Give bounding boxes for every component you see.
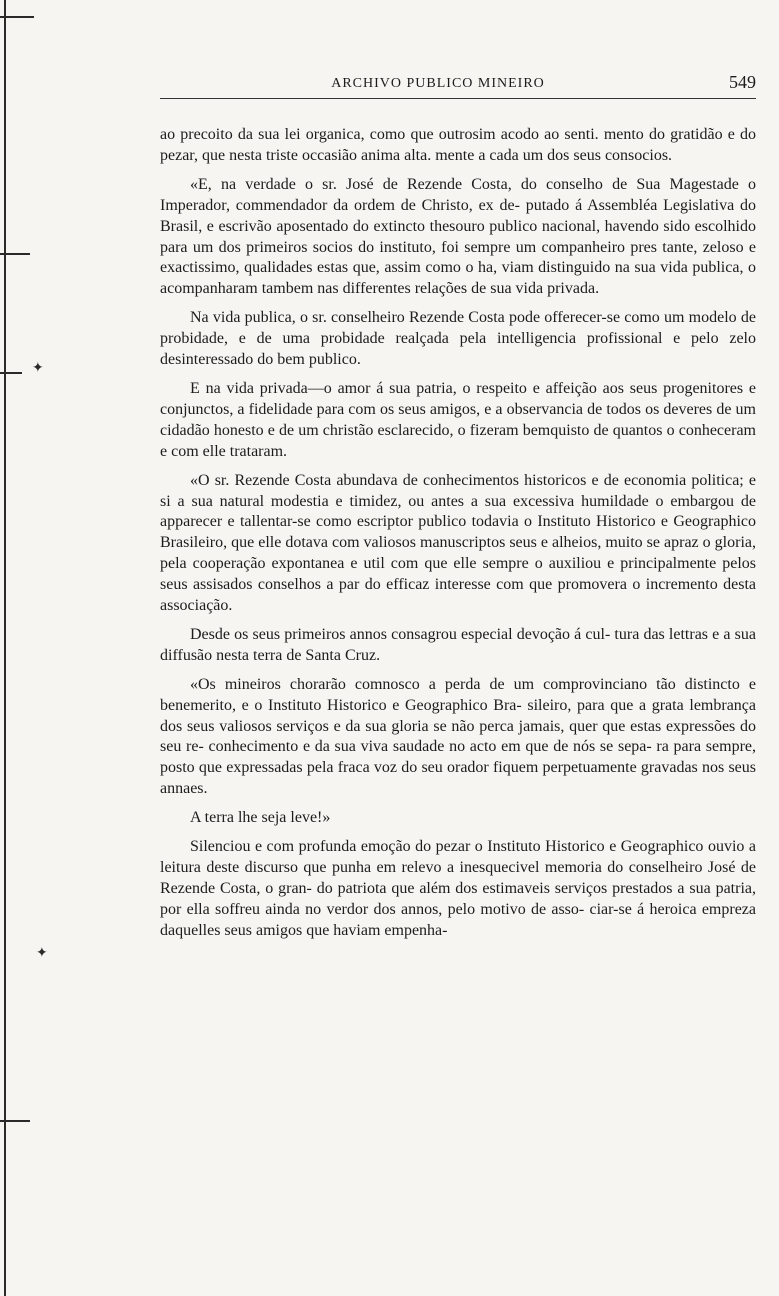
margin-smudge-mark: ✦ <box>36 946 48 961</box>
paragraph: «O sr. Rezende Costa abundava de conhecimentos historicos e de economia politica; e si a sua natural modestia e timidez, ou antes a sua excessiva humildade o embargou de apparecer e tallentar-se como escriptor publico todavia o Instituto Historico e Geographico Brasileiro, que elle dotava com valiosos manuscriptos seus e alheios, muito se apraz o gloria, pela cooperação expontanea e util com que elle sempre o auxiliou e principalmente pelos seus assisados conselhos a par do efficaz interesse com que promovera o incremento desta associação. <box>160 471 756 615</box>
paragraph: «E, na verdade o sr. José de Rezende Costa, do conselho de Sua Magestade o Imperador, commendador da ordem de Christo, ex de- putado á Assembléa Legislativa do Brasil, e escrivão aposentado do extincto thesouro publico nacional, havendo sido escolhido para um dos primeiros socios do instituto, foi sempre um companheiro pres tante, zeloso e exactissimo, qualidades estas que, assim como o ha, viam distinguido na sua vida publica, o acompanharam tambem nas differentes relações de sua vida privada. <box>160 175 756 298</box>
paragraph: Na vida publica, o sr. conselheiro Rezende Costa pode offerecer-se como um modelo de probidade, e de uma probidade realçada pela intelligencia profissional e pelo zelo desinteressado do bem publico. <box>160 309 756 369</box>
margin-smudge-mark: ✦ <box>32 361 44 376</box>
binding-margin-line <box>4 0 6 1296</box>
page-number: 549 <box>729 72 756 92</box>
paragraph: Silenciou e com profunda emoção do pezar o Instituto Historico e Geographico ouvio a leitura deste discurso que punha em relevo a inesquecivel memoria do conselheiro José de Rezende Costa, o gran- do patriota que além dos estimaveis serviços prestados a sua patria, por ella soffreu ainda no verdor dos annos, pelo motivo de asso- ciar-se á heroica empreza daquelles seus amigos que haviam empenha- <box>160 838 756 939</box>
margin-tick <box>0 1120 30 1122</box>
paragraph: ao precoito da sua lei organica, como que outrosim acodo ao senti. mento do gratidão e do pezar, que nesta triste occasião anima alta. mente a cada um dos seus consocios. <box>160 126 756 164</box>
paragraph: «Os mineiros chorarão comnosco a perda de um comprovinciano tão distincto e benemerito, e o Instituto Historico e Geographico Bra- sileiro, para que a grata lembrança dos seus valiosos serviços e da sua gloria se não perca jamais, quer que estas expressões do seu re- conhecimento e da sua viva saudade no acto em que de nós se sepa- ra para sempre, posto que expressadas pela fraca voz do seu orador fiquem perpetuamente gravadas nos seus annaes. <box>160 675 756 798</box>
paragraph: Desde os seus primeiros annos consagrou especial devoção á cul- tura das lettras e a sua diffusão nesta terra de Santa Cruz. <box>160 625 756 664</box>
margin-tick <box>0 372 22 374</box>
page-body <box>160 125 756 941</box>
paragraph: E na vida privada—o amor á sua patria, o respeito e affeição aos seus progenitores e conjunctos, a fidelidade para com os seus amigos, e a observancia de todos os deveres de um cidadão honesto e de um christão esclarecido, o fizeram bemquisto de quantos o conheceram e com elle trataram. <box>160 379 756 460</box>
paragraph: A terra lhe seja leve!» <box>190 809 331 827</box>
margin-tick <box>0 253 30 255</box>
running-header <box>160 66 756 99</box>
book-page <box>160 66 756 949</box>
margin-tick <box>0 16 34 18</box>
running-title: ARCHIVO PUBLICO MINEIRO <box>331 76 545 91</box>
